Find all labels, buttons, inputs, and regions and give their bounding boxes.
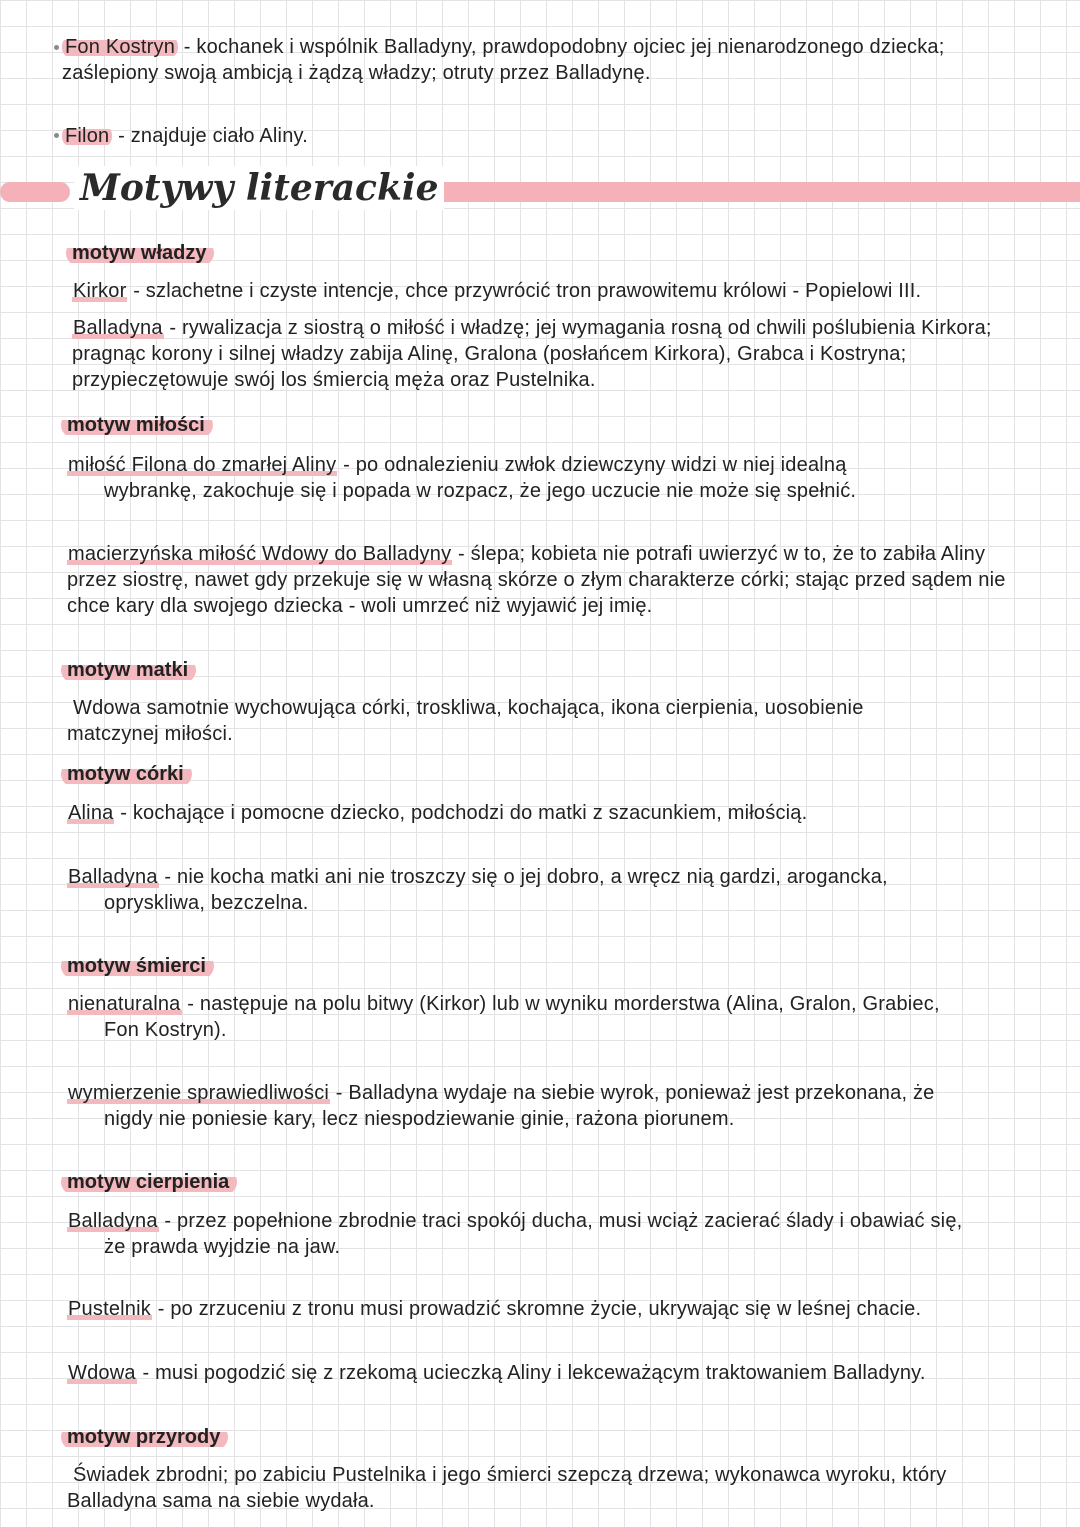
motif-entry (67, 541, 1022, 619)
entry-text: - kochające i pomocne dziecko, podchodzi do matki z szacunkiem, miłością. (114, 802, 808, 824)
character-desc: - znajduje ciało Aliny. (112, 125, 308, 147)
motif-label-suffering: motyw cierpienia (61, 1169, 237, 1195)
entry-text-cont: wybrankę, zakochuje się i popada w rozpacz, że jego uczucie nie może się spełnić. (104, 480, 857, 502)
entry-text: - ślepa; kobieta nie potrafi uwierzyć w to, że to zabiła Aliny przez siostrę, nawet gdy przekuje się w własną skórze o złym charakterze córki; stając przed sądem nie chce kary dla swojego dziecka - woli umrzeć niż wyjawić jej imię. (67, 543, 1006, 617)
entry-text-cont: opryskliwa, bezczelna. (104, 892, 309, 914)
entry-text-cont: Fon Kostryn). (104, 1019, 227, 1041)
entry-term: Balladyna (68, 1210, 158, 1232)
character-name: Fon Kostryn (62, 36, 178, 58)
motif-label-love: motyw miłości (61, 412, 213, 438)
section-title: Motywy literackie (74, 166, 444, 210)
character-name: Filon (62, 125, 112, 147)
character-filon (62, 123, 1022, 149)
entry-term: nienaturalna (68, 993, 181, 1015)
motif-entry (67, 864, 1027, 916)
entry-text: - musi pogodzić się z rzekomą ucieczką Aliny i lekceważącym traktowaniem Balladyny. (136, 1362, 926, 1384)
motif-text: Wdowa samotnie wychowująca córki, troskliwa, kochająca, ikona cierpienia, uosobienie matczynej miłości. (67, 697, 864, 745)
motif-entry (67, 1080, 1057, 1132)
entry-text: - szlachetne i czyste intencje, chce przywrócić tron prawowitemu królowi - Popielowi III. (127, 280, 922, 302)
motif-label-nature: motyw przyrody (61, 1424, 228, 1450)
entry-term: Alina (68, 802, 114, 824)
entry-text: - przez popełnione zbrodnie traci spokój ducha, musi wciąż zacierać ślady i obawiać się, (158, 1210, 963, 1232)
entry-text: - rywalizacja z siostrą o miłość i władzę; jej wymagania rosną od chwili poślubienia Kirkora; pragnąc korony i silnej władzy zabija Alinę, Gralona (posłańcem Kirkora), Grabca i Kostryna; przypieczętowuje swój los śmiercią męża oraz Pustelnika. (72, 317, 992, 391)
entry-text: - po zrzuceniu z tronu musi prowadzić skromne życie, ukrywając się w leśnej chacie. (151, 1298, 922, 1320)
motif-label-death: motyw śmierci (61, 953, 214, 979)
section-band-right (348, 182, 1080, 202)
entry-term: Kirkor (73, 280, 127, 302)
character-desc: - kochanek i wspólnik Balladyny, prawdopodobny ojciec jej nienarodzonego dziecka; zaślepiony swoją ambicją i żądzą władzy; otruty przez Balladynę. (62, 36, 945, 84)
entry-term: macierzyńska miłość Wdowy do Balladyny (68, 543, 452, 565)
motif-label-daughter: motyw córki (61, 761, 192, 787)
motif-label-mother: motyw matki (61, 657, 196, 683)
entry-term: Balladyna (68, 866, 158, 888)
entry-text: - nie kocha matki ani nie troszczy się o jej dobro, a wręcz nią gardzi, arogancka, (158, 866, 888, 888)
motif-entry (72, 315, 1022, 393)
entry-term: wymierzenie sprawiedliwości (68, 1082, 330, 1104)
entry-text: - po odnalezieniu zwłok dziewczyny widzi w niej idealną (337, 454, 847, 476)
bullet-dot (54, 133, 59, 138)
motif-entry (67, 800, 1027, 826)
entry-text: - Balladyna wydaje na siebie wyrok, ponieważ jest przekonana, że (330, 1082, 935, 1104)
motif-text: Świadek zbrodni; po zabiciu Pustelnika i jego śmierci szepczą drzewa; wykonawca wyroku, który Balladyna sama na siebie wydała. (67, 1464, 947, 1512)
motif-entry (67, 991, 1057, 1043)
motif-entry (67, 1296, 1057, 1322)
motif-entry (67, 1360, 1057, 1386)
character-fon-kostryn (62, 34, 1022, 86)
entry-term: Pustelnik (68, 1298, 151, 1320)
motif-label-power: motyw władzy (66, 240, 214, 266)
motif-entry (72, 278, 1032, 304)
entry-term: miłość Filona do zmarłej Aliny (68, 454, 337, 476)
entry-term: Wdowa (68, 1362, 136, 1384)
motif-entry (67, 1208, 1057, 1260)
motif-entry (67, 452, 1027, 504)
entry-term: Balladyna (73, 317, 163, 339)
entry-text: - następuje na polu bitwy (Kirkor) lub w wyniku morderstwa (Alina, Gralon, Grabiec, (181, 993, 940, 1015)
entry-text-cont: że prawda wyjdzie na jaw. (104, 1236, 341, 1258)
bullet-dot (54, 45, 59, 50)
entry-text-cont: nigdy nie poniesie kary, lecz niespodziewanie ginie, rażona piorunem. (104, 1108, 735, 1130)
section-band-left (0, 182, 70, 202)
